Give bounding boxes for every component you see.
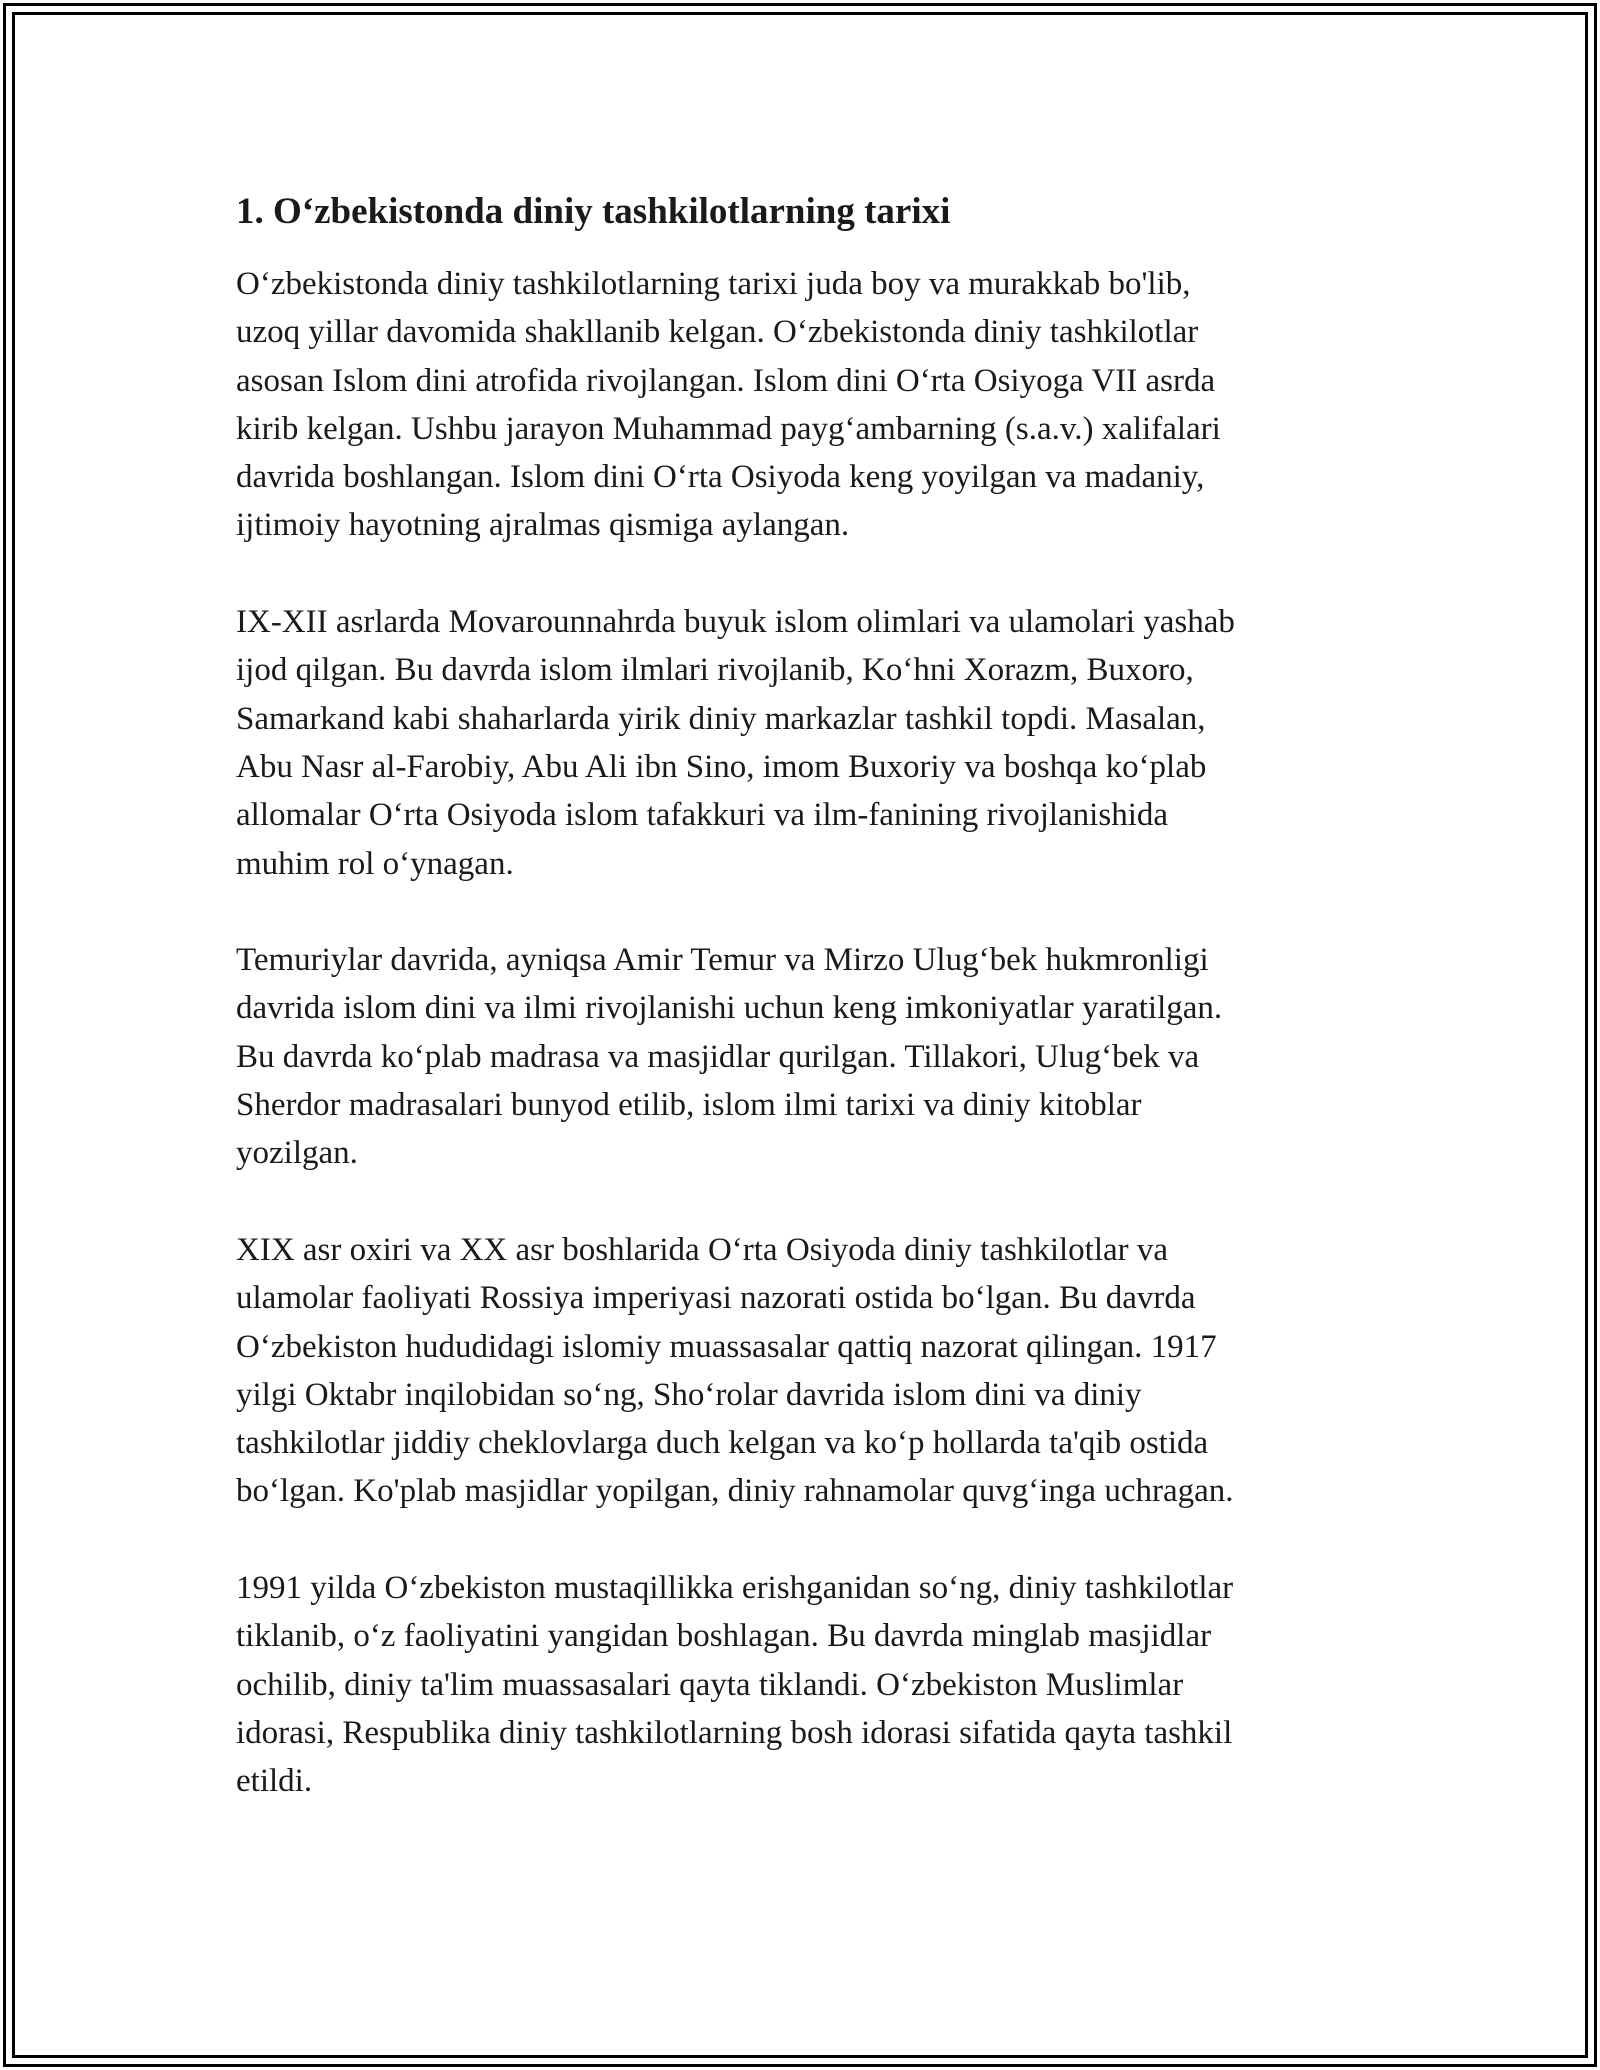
paragraph-2 xyxy=(236,598,1366,888)
text-line: ijod qilgan. Bu davrda islom ilmlari rivojlanib, Koʻhni Xorazm, Buxoro, xyxy=(236,652,1194,689)
document-body xyxy=(236,188,1366,1854)
text-line: tashkilotlar jiddiy cheklovlarga duch kelgan va koʻp hollarda ta'qib ostida xyxy=(236,1425,1209,1462)
text-line: ulamolar faoliyati Rossiya imperiyasi nazorati ostida boʻlgan. Bu davrda xyxy=(236,1280,1196,1317)
paragraph-1 xyxy=(236,260,1366,550)
text-line: asosan Islom dini atrofida rivojlangan. Islom dini Oʻrta Osiyoga VII asrda xyxy=(236,362,1216,399)
text-line: etildi. xyxy=(236,1763,313,1800)
text-line: ijtimoiy hayotning ajralmas qismiga aylangan. xyxy=(236,507,850,544)
text-line: ochilib, diniy ta'lim muassasalari qayta tiklandi. Oʻzbekiston Muslimlar xyxy=(236,1666,1184,1703)
text-line: yilgi Oktabr inqilobidan soʻng, Shoʻrolar davrida islom dini va diniy xyxy=(236,1376,1142,1413)
text-line: yozilgan. xyxy=(236,1135,358,1172)
text-line: XIX asr oxiri va XX asr boshlarida Oʻrta Osiyoda diniy tashkilotlar va xyxy=(236,1231,1169,1268)
text-line: boʻlgan. Ko'plab masjidlar yopilgan, diniy rahnamolar quvgʻinga uchragan. xyxy=(236,1473,1234,1510)
text-line: IX-XII asrlarda Movarounnahrda buyuk islom olimlari va ulamolari yashab xyxy=(236,604,1235,641)
text-line: davrida boshlangan. Islom dini Oʻrta Osiyoda keng yoyilgan va madaniy, xyxy=(236,459,1205,496)
text-line: uzoq yillar davomida shakllanib kelgan. Oʻzbekistonda diniy tashkilotlar xyxy=(236,314,1199,351)
text-line: idorasi, Respublika diniy tashkilotlarning bosh idorasi sifatida qayta tashkil xyxy=(236,1714,1233,1751)
text-line: Sherdor madrasalari bunyod etilib, islom ilmi tarixi va diniy kitoblar xyxy=(236,1087,1142,1124)
text-line: kirib kelgan. Ushbu jarayon Muhammad paygʻambarning (s.a.v.) xalifalari xyxy=(236,410,1221,447)
text-line: Oʻzbekistonda diniy tashkilotlarning tarixi juda boy va murakkab bo'lib, xyxy=(236,266,1191,302)
text-line: Abu Nasr al-Farobiy, Abu Ali ibn Sino, imom Buxoriy va boshqa koʻplab xyxy=(236,748,1207,785)
paragraph-5 xyxy=(236,1564,1366,1805)
text-line: Temuriylar davrida, ayniqsa Amir Temur va Mirzo Ulugʻbek hukmronligi xyxy=(236,942,1209,979)
text-line: Samarkand kabi shaharlarda yirik diniy markazlar tashkil topdi. Masalan, xyxy=(236,700,1206,737)
paragraph-4 xyxy=(236,1226,1366,1516)
text-line: Bu davrda koʻplab madrasa va masjidlar qurilgan. Tillakori, Ulugʻbek va xyxy=(236,1038,1200,1075)
text-line: Oʻzbekiston hududidagi islomiy muassasalar qattiq nazorat qilingan. 1917 xyxy=(236,1328,1217,1365)
text-line: davrida islom dini va ilmi rivojlanishi uchun keng imkoniyatlar yaratilgan. xyxy=(236,990,1223,1027)
text-line: tiklanib, oʻz faoliyatini yangidan boshlagan. Bu davrda minglab masjidlar xyxy=(236,1618,1212,1655)
section-heading: 1. Oʻzbekistonda diniy tashkilotlarning tarixi xyxy=(236,191,951,232)
text-line: 1991 yilda Oʻzbekiston mustaqillikka erishganidan soʻng, diniy tashkilotlar xyxy=(236,1570,1234,1607)
text-line: allomalar Oʻrta Osiyoda islom tafakkuri va ilm-fanining rivojlanishida xyxy=(236,797,1169,834)
paragraph-3 xyxy=(236,936,1366,1177)
text-line: muhim rol oʻynagan. xyxy=(236,845,514,882)
